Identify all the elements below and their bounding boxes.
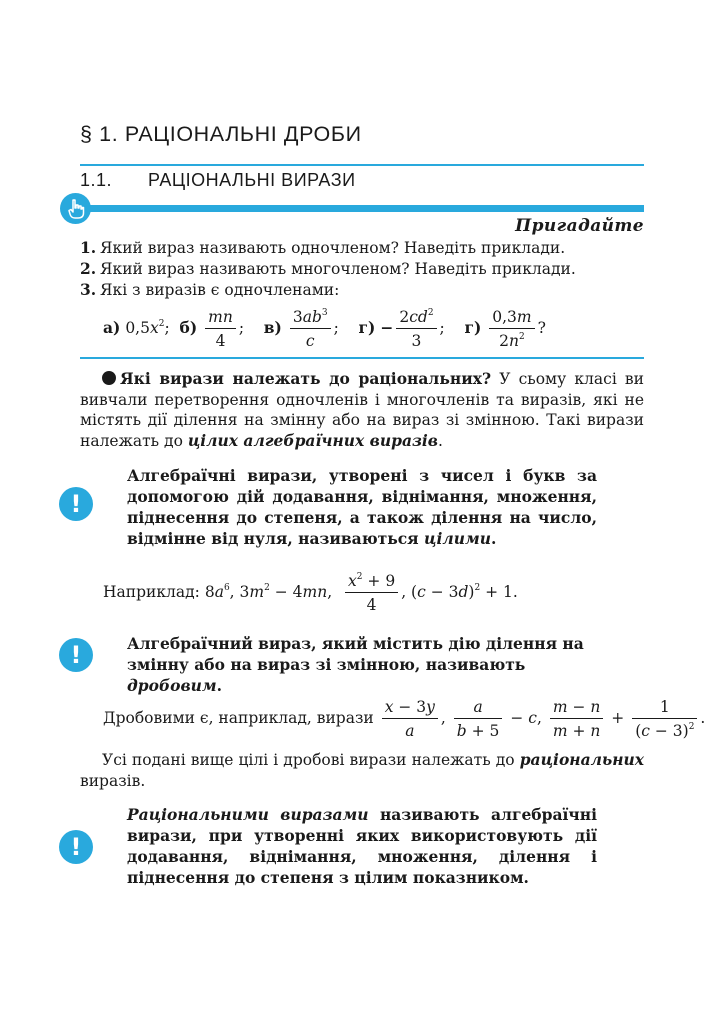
option-label: в) <box>263 318 282 337</box>
section-heading <box>80 170 356 191</box>
definition-whole: Алгебраїчні вирази, утворені з чисел і букв за допомогою дій додавання, віднімання, множення, піднесення до степеня, а також ділення на число, відмінне від нуля, називаються цілими. <box>127 466 597 548</box>
question-2 <box>80 259 576 279</box>
section-title: РАЦІОНАЛЬНІ ВИРАЗИ <box>148 170 356 190</box>
fraction: $\frac{0,3m}{2n^2}$ <box>489 308 534 350</box>
option-label: б) <box>179 318 198 337</box>
option-label: г) <box>464 318 482 337</box>
section-bar <box>62 205 644 212</box>
intro-paragraph: Які вирази належать до раціональних? У сьому класі ви вивчали перетворення одночленів і многочленів та виразів, які не містять дії ділення на змінну або на вираз зі змінною. Такі вирази належать до цілих алгебраїчних виразів. <box>80 369 644 450</box>
term-whole: цілими <box>424 529 491 548</box>
fraction: $\frac{1}{(c - 3)^2}$ <box>632 698 697 740</box>
summary-term: раціональних <box>519 750 644 769</box>
chapter-title: § 1. РАЦІОНАЛЬНІ ДРОБИ <box>80 122 362 146</box>
exclamation-icon: ! <box>59 830 93 864</box>
bullet-icon <box>102 371 116 385</box>
question-number: 3. <box>80 280 97 299</box>
remember-divider <box>80 357 644 359</box>
exclamation-icon: ! <box>59 487 93 521</box>
fraction: $\frac{x^2 + 9}{4}$ <box>345 572 398 614</box>
intro-body: У сьому класі ви вивчали перетворення одночленів і многочленів та виразів, які не містять дії ділення на змінну або на вираз зі змінною. Такі вирази належать до <box>80 370 644 450</box>
definition-rational: Раціональними виразами називають алгебраїчні вирази, при утворенні яких використовують дії додавання, віднімання, множення, ділення і піднесення до степеня з цілим показником. <box>127 805 597 887</box>
term-fraction: дробовим <box>127 676 217 695</box>
fraction: $\frac{mn}{4}$ <box>205 308 236 350</box>
fraction: $\frac{a}{b + 5}$ <box>454 698 503 740</box>
question-text: Який вираз називають многочленом? Наведіть приклади. <box>100 260 576 278</box>
examples-fraction: Дробовими є, наприклад, вирази $\frac{x - 3y}{a}$ , $\frac{a}{b + 5}$ − c, $\frac{m - n}{m + n}$ + $\frac{1}{(c - 3)^2}$ . <box>103 698 706 740</box>
question-text: Які з виразів є одночленами: <box>100 281 340 299</box>
section-number: 1.1. <box>80 170 113 190</box>
fraction: $\frac{3ab^3}{c}$ <box>290 308 331 350</box>
summary-paragraph: Усі подані вище цілі і дробові вирази належать до раціональних виразів. <box>80 750 644 790</box>
fraction-example-label: Дробовими є, наприклад, вирази <box>103 709 374 727</box>
chapter-divider <box>80 164 644 166</box>
term-rational: Раціональними виразами <box>127 805 369 824</box>
question-number: 2. <box>80 259 97 278</box>
examples-whole: Наприклад: $8a^6$, $3m^2 - 4mn$, $\frac{x^2 + 9}{4}$ , $(c - 3d)^2 + 1$. <box>103 572 518 614</box>
pointing-hand-icon <box>60 193 91 224</box>
fraction: $\frac{x - 3y}{a}$ <box>382 698 438 740</box>
question-number: 1. <box>80 238 97 257</box>
options-line: а) $0,5x^2$; б) $\frac{mn}{4}$ ; в) $\frac{3ab^3}{c}$ ; г) − $\frac{2cd^2}{3}$ ; г) $\frac{0,3m}{2n^2}$ ? <box>103 308 546 350</box>
question-1 <box>80 238 565 258</box>
intro-term: цілих алгебраїчних виразів <box>187 430 438 450</box>
question-text: Який вираз називають одночленом? Наведіть приклади. <box>100 239 566 257</box>
exclamation-icon: ! <box>59 638 93 672</box>
question-3 <box>80 280 339 300</box>
fraction: $\frac{2cd^2}{3}$ <box>396 308 436 350</box>
example-label: Наприклад: <box>103 583 200 601</box>
remember-label: Пригадайте <box>515 216 644 236</box>
option-label: а) <box>103 318 121 337</box>
intro-lead: Які вирази належать до раціональних? <box>120 369 492 388</box>
option-label: г) <box>358 318 376 337</box>
fraction: $\frac{m - n}{m + n}$ <box>550 698 604 740</box>
definition-fraction: Алгебраїчний вираз, який містить дію ділення на змінну або на вираз зі змінною, називають дробовим. <box>127 634 584 695</box>
